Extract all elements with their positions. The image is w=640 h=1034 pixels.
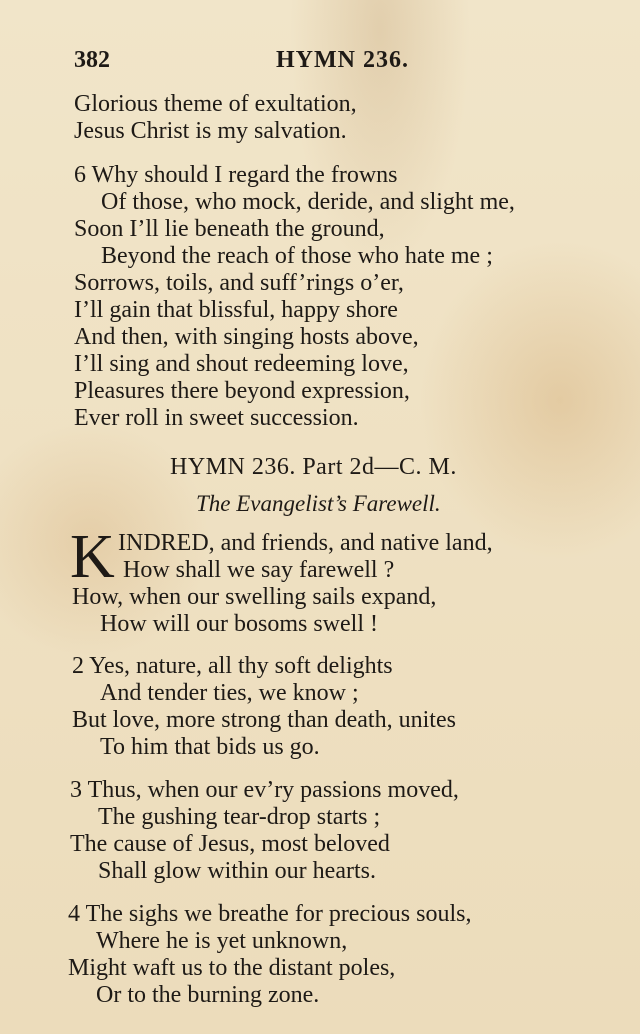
verse-line: Soon I’ll lie beneath the ground, xyxy=(74,216,385,242)
verse-line: How will our bosoms swell ! xyxy=(100,611,378,637)
verse-line: But love, more strong than death, unites xyxy=(72,707,456,733)
verse-line: Glorious theme of exultation, xyxy=(74,91,357,117)
verse-line: 6 Why should I regard the frowns xyxy=(74,162,398,188)
verse-line: The cause of Jesus, most beloved xyxy=(70,831,390,857)
verse-line: Of those, who mock, deride, and slight me, xyxy=(101,189,515,215)
verse-line: The gushing tear-drop starts ; xyxy=(98,804,381,830)
verse-line: Ever roll in sweet succession. xyxy=(74,405,359,431)
verse-line: INDRED, and friends, and native land, xyxy=(118,530,493,556)
verse-line: Jesus Christ is my salvation. xyxy=(74,118,347,144)
verse-line: 3 Thus, when our ev’ry passions moved, xyxy=(70,777,459,803)
verse-line: I’ll gain that blissful, happy shore xyxy=(74,297,398,323)
verse-line: 4 The sighs we breathe for precious souls, xyxy=(68,901,472,927)
verse-line: 2 Yes, nature, all thy soft delights xyxy=(72,653,393,679)
verse-line: Might waft us to the distant poles, xyxy=(68,955,396,981)
running-head: HYMN 236. xyxy=(276,47,409,73)
hymn-subtitle: The Evangelist’s Farewell. xyxy=(196,491,441,516)
verse-line: To him that bids us go. xyxy=(100,734,320,760)
verse-line: And then, with singing hosts above, xyxy=(74,324,419,350)
page-number: 382 xyxy=(74,47,110,73)
drop-cap: K xyxy=(70,523,115,591)
hymn-title: HYMN 236. Part 2d—C. M. xyxy=(170,454,457,480)
verse-line: Shall glow within our hearts. xyxy=(98,858,376,884)
verse-line: How, when our swelling sails expand, xyxy=(72,584,437,610)
verse-line: And tender ties, we know ; xyxy=(100,680,359,706)
verse-line: Beyond the reach of those who hate me ; xyxy=(101,243,493,269)
verse-line: Sorrows, toils, and suff’rings o’er, xyxy=(74,270,404,296)
verse-line: Pleasures there beyond expression, xyxy=(74,378,410,404)
verse-line: I’ll sing and shout redeeming love, xyxy=(74,351,409,377)
verse-line: How shall we say farewell ? xyxy=(123,557,395,583)
verse-line: Or to the burning zone. xyxy=(96,982,320,1008)
verse-line: Where he is yet unknown, xyxy=(96,928,348,954)
